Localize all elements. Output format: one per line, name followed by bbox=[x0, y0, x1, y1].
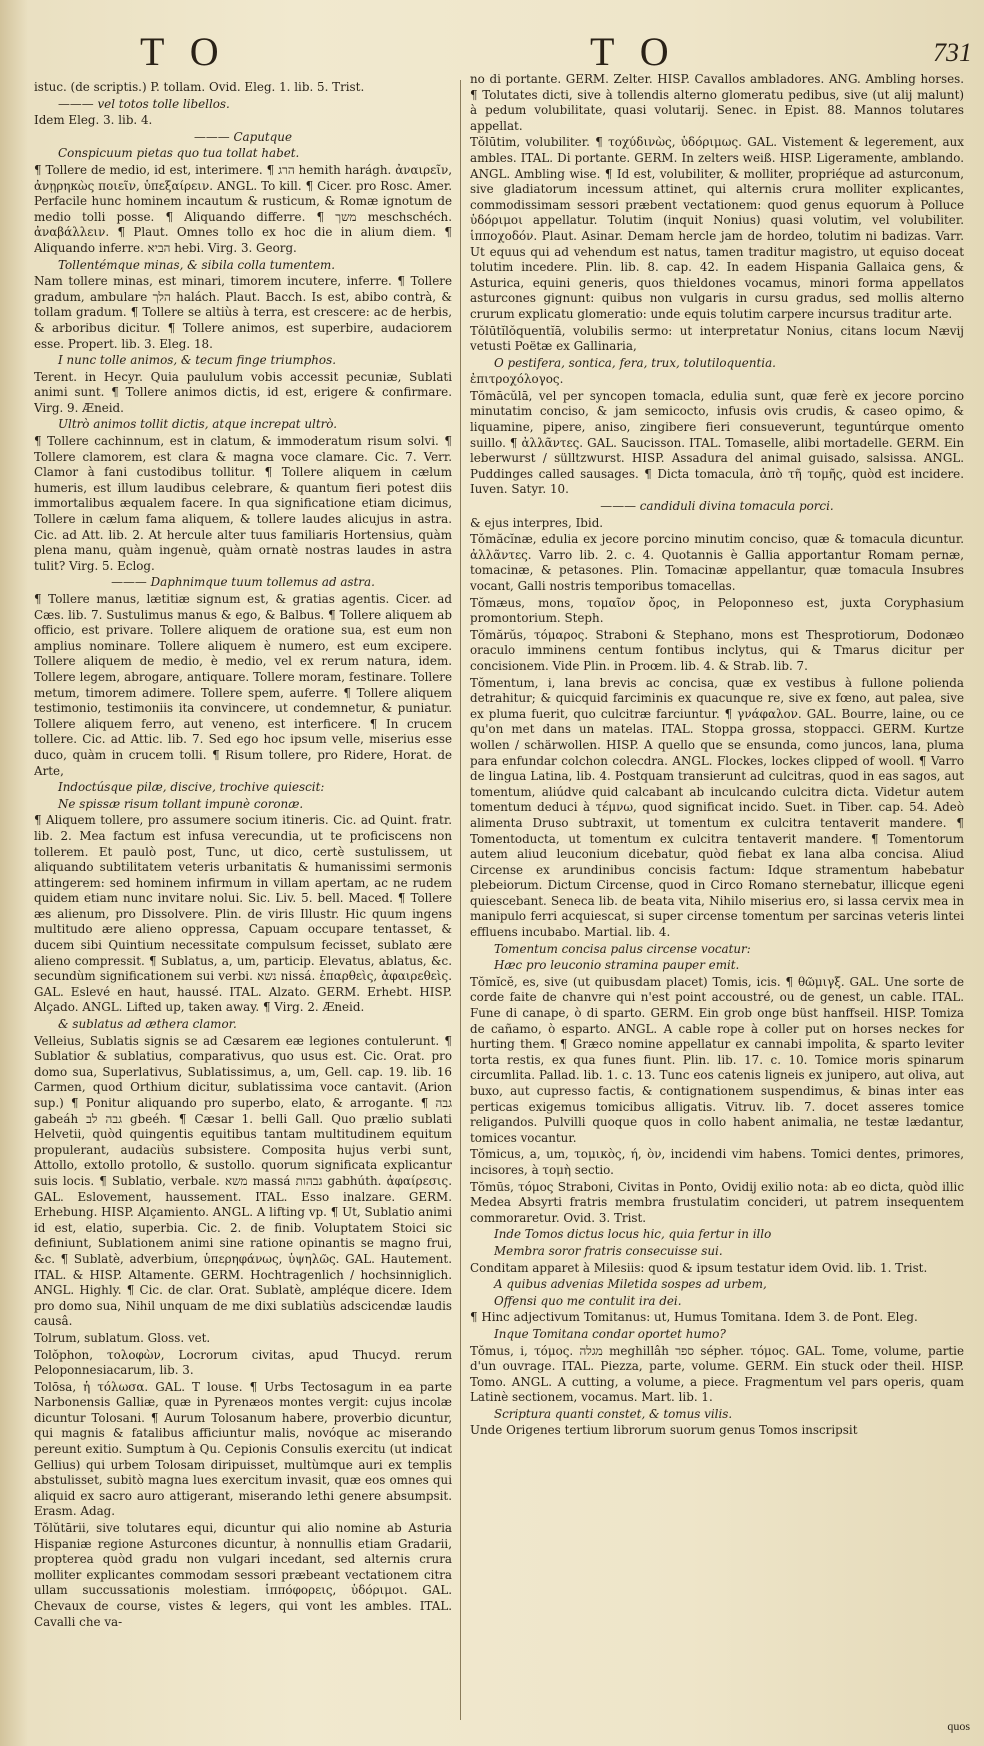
dictionary-entry: ¶ Aliquem tollere, pro assumere socium itineris. Cic. ad Quint. fratr. lib. 2. Mea factum est infusa verecundia, ut te proficiscens non tollerem. Et paulò post, Tunc, ut dico, certè sustulissem, ut aliquando subtilitatem veteris urbanitatis & humanissimi sermonis attingerem: sed hominem infirmum in villam apertam, ac ne rudem quidem etiam nunc invitare nolui. Sic. Liv. 5. bell. Maced. ¶ Tollere æs alienum, pro Dissolvere. Plin. de viris Illustr. Hic quum ingens multitudo ære alieno oppressa, Capuam occupare tentasset, & ducem sibi Quintium necessitate compulsum fecisset, sublato ære alieno compressit. ¶ Sublatus, a, um, particip. Elevatus, ablatus, &c. secundùm significationem sui verbi. נשא nissá. ἐπαρθεὶς, ἀφαιρεθεὶς. GAL. Eslevé en haut, haussé. ITAL. Alzato. GERM. Erhebt. HISP. Alçado. ANGL. Lifted up, taken away. ¶ Virg. 2. Æneid. bbox=[34, 813, 452, 1015]
verse-quotation: Tollentémque minas, & sibila colla tumentem. bbox=[58, 257, 336, 272]
verse-quotation: ——— candiduli divina tomacula porci. bbox=[600, 499, 834, 514]
dictionary-entry: ¶ Hinc adjectivum Tomitanus: ut, Humus Tomitana. Idem 3. de Pont. Eleg. bbox=[470, 1310, 918, 1325]
dictionary-entry: ¶ Tollere de medio, id est, interimere. ¶ הרג hemith harágh. ἀναιρεῖν, ἀνῃρηκὼς ποιεῖν, ὑπεξαίρειν. ANGL. To kill. ¶ Cicer. pro Rosc. Amer. Perfacile hunc hominem incautum & rusticum, & Romæ ignotum de medio tolli posse. ¶ Aliquando differre. ¶ משך meschschéch. ἀναβάλλειν. ¶ Plaut. Omnes tollo ex hoc die in alium diem. ¶ Aliquando inferre. הביא hebi. Virg. 3. Georg. bbox=[34, 162, 452, 255]
dictionary-entry: Conditam apparet à Milesiis: quod & ipsum testatur idem Ovid. lib. 1. Trist. bbox=[470, 1260, 928, 1275]
verse-quotation: Inque Tomitana condar oportet humo? bbox=[494, 1326, 726, 1341]
right-column bbox=[470, 72, 964, 1712]
dictionary-entry: no di portante. GERM. Zelter. HISP. Cavallos ambladores. ANG. Ambling horses. ¶ Tolutates dicti, sive à tollendis alterno glomeratu pedibus, sive (ut alij malunt) à pedum volubilitate, quasi volutarij. Senec. in Epist. 88. Mannos tolutares appellat. bbox=[470, 72, 964, 133]
column-divider bbox=[460, 80, 461, 1720]
dictionary-entry: Idem Eleg. 3. lib. 4. bbox=[34, 113, 153, 128]
dictionary-entry: Unde Origenes tertium librorum suorum genus Tomos inscripsit bbox=[470, 1423, 858, 1438]
dictionary-entry: ¶ Tollere cachinnum, est in clatum, & immoderatum risum solvi. ¶ Tollere clamorem, est clara & magna voce clamare. Cic. 7. Verr. Clamor à fani custodibus tollitur. ¶ Tollere aliquem in cælum humeris, est illum laudibus celebrare, & quantum fieri potest diis immortalibus æqualem facere. In qua significatione etiam dicimus, Tollere in cælum fama aliquem, & tollere laudes alicujus in astra. Cic. ad Att. lib. 2. At hercule alter tuus familiaris Hortensius, quàm plena manu, quàm ingenuè, quàm ornatè nostras laudes in astra tulit? Virg. 5. Eclog. bbox=[34, 434, 452, 573]
verse-quotation: Tomentum concisa palus circense vocatur: bbox=[494, 941, 751, 956]
dictionary-entry: Tolrum, sublatum. Gloss. vet. bbox=[34, 1330, 211, 1345]
dictionary-entry: Tŏlūtim, volubiliter. ¶ τοχύδινὼς, ὑδόριμως. GAL. Vistement & legerement, aux ambles. ITAL. Di portante. GERM. In zelters weiß. HISP. Ligeramente, amblando. ANGL. Ambling wise. ¶ Id est, volubiliter, & molliter, propriéque ad asturconum, sive gladiatorum incessum attinet, qui alternis crura molliter explicantes, commodissimam sessori præbent vectationem: quod genus equorum à Polluce ὑδόριμοι appellatur. Tolutim (inquit Nonius) quasi volutim, vel volubiliter. ἱπποχοδόν. Plaut. Asinar. Demam hercle jam de hordeo, tolutim ni badizas. Varr. Ut equus qui ad vehendum est natus, tamen traditur magistro, ut equiso doceat tolutim incedere. Plin. lib. 8. cap. 42. In eadem Hispania Gallaica gens, & Asturica, equini generis, quos thieldones vocamus, minori forma appellatos asturcones gignunt: quibus non vulgaris in cursu gradus, sed mollis alterno crurum explicatu glomeratio: unde equis tolutim carpere incursus traditur arte. bbox=[470, 135, 964, 321]
dictionary-entry: Tŏmæus, mons, τομαῖον ὄρος, in Peloponneso est, juxta Coryphasium promontorium. Steph. bbox=[470, 595, 964, 626]
catchword: quos bbox=[947, 1719, 970, 1733]
dictionary-entry: Tŏlūtĭlŏquentĭā, volubilis sermo: ut interpretatur Nonius, citans locum Nævij vetusti Poëtæ ex Gallinaria, bbox=[470, 323, 964, 354]
dictionary-entry: Tolŏphon, τολοφὼν, Locrorum civitas, apud Thucyd. rerum Peloponnesiacarum, lib. 3. bbox=[34, 1347, 452, 1378]
dictionary-entry: Tŏmicus, a, um, τομικὸς, ή, ὸν, incidendi vim habens. Tomici dentes, primores, incisores, à τομὴ sectio. bbox=[470, 1147, 964, 1177]
verse-quotation: Ne spissæ risum tollant impunè coronæ. bbox=[58, 796, 304, 811]
verse-quotation: Offensi quo me contulit ira dei. bbox=[494, 1293, 682, 1308]
left-column bbox=[34, 80, 452, 1700]
verse-quotation: Scriptura quanti constet, & tomus vilis. bbox=[494, 1406, 733, 1421]
dictionary-entry: Tŏmăcĭnæ, edulia ex jecore porcino minutim conciso, quæ & tomacula dicuntur. ἀλλᾶντες. Varro lib. 2. c. 4. Quotannis è Gallia apportantur Romam pernæ, tomacinæ, & petasones. Plin. Tomacinæ appellantur, quæ tomacula Insubres vocant, Galli nostris temporibus tomacellas. bbox=[470, 532, 964, 593]
dictionary-entry: ¶ Tollere manus, lætitiæ signum est, & gratias agentis. Cicer. ad Cæs. lib. 7. Sustulimus manus & ego, & Balbus. ¶ Tollere aliquem ab officio, est privare. Tollere aliquem de oratione sua, est eum non amplius nominare. Tollere aliquem è numero, est eum excipere. Tollere aliquem de medio, è medio, vel ex rerum natura, idem. Tollere legem, abrogare, antiquare. Tollere moram, festinare. Tollere metum, timorem adimere. Tollere spem, auferre. ¶ Tollere aliquem testimonio, testimoniis ita convincere, ut condemnetur, & puniatur. Tollere aliquem ferro, aut veneno, est interficere. ¶ In crucem tollere. Cic. ad Attic. lib. 7. Sed ego hoc ipsum velle, miserius esse duco, quàm in crucem tolli. ¶ Risum tollere, pro Ridere, Horat. de Arte, bbox=[34, 592, 452, 778]
verse-quotation: ——— Daphnimque tuum tollemus ad astra. bbox=[111, 575, 375, 590]
header-left-title: TO bbox=[140, 29, 245, 74]
verse-quotation: O pestifera, sontica, fera, trux, tolutiloquentia. bbox=[494, 355, 776, 370]
dictionary-entry: Tŏlŭtārii, sive tolutares equi, dicuntur qui alio nomine ab Asturia Hispaniæ regione Asturcones dicuntur, à nonnullis etiam Gradarii, propterea quòd gradu non vulgari incedant, sed alternis crura molliter explicantes commodam sessori præbeant vectationem citra ullam succussationis molestiam. ἱππόφορεις, ὑδόριμοι. GAL. Chevaux de course, vistes & legers, qui vont les ambles. ITAL. Cavalli che va- bbox=[34, 1521, 452, 1629]
dictionary-entry: Nam tollere minas, est minari, timorem incutere, inferre. ¶ Tollere gradum, ambulare הלך halách. Plaut. Bacch. Is est, abibo contrà, & tollam gradum. ¶ Tollere se altiùs à terra, est crescere: ac de herbis, & arboribus dicitur. ¶ Tollere animos, est superbire, audaciorem esse. Propert. lib. 3. Eleg. 18. bbox=[34, 274, 452, 351]
dictionary-entry: ἐπιτροχόλογος. bbox=[470, 372, 564, 387]
verse-quotation: A quibus advenias Miletida sospes ad urbem, bbox=[494, 1277, 767, 1292]
dictionary-entry: Tŏmĭcĕ, es, sive (ut quibusdam placet) Tomis, icis. ¶ θῶμιγξ. GAL. Une sorte de corde faite de chanvre qui n'est point accoustré, ou de genest, un cable. ITAL. Fune di canape, ò di sparto. GERM. Ein grob onge büst hanffseil. HISP. Tomiza de cañamo, ò esparto. ANGL. A cable rope à coller put on horses neckes for hurting them. ¶ Græco nomine appellatur ex cannabi impolita, & sparto leviter torta restis, ex qua funes fiunt. Plin. lib. 17. c. 10. Tomice moris spinarum circumlita. Pallad. lib. 1. c. 13. Tunc eos catenis ligneis ex junipero, aut oliva, aut buxo, aut cupresso factis, & contignationem suspendimus, & binas inter eas perticas exigemus tomicibus alligatis. Vitruv. lib. 7. docet asseres tomice religandos. Pulvilli quoque quos in collo habent animalia, ne testæ lædantur, tomices vocantur. bbox=[470, 974, 964, 1145]
dictionary-entry: Tŏmācŭlā, vel per syncopen tomacla, edulia sunt, quæ ferè ex jecore porcino minutatim conciso, & jam semicocto, infusis ovis crudis, & caseo opimo, & liquamine, pipere, aniso, zingibere fieri consueverunt, teguntúrque omento suillo. ¶ ἀλλᾶντες. GAL. Saucisson. ITAL. Tomaselle, alibi mortadelle. GERM. Ein leberwurst / sülltzwurst. HISP. Assadura del animal guisado, salsissa. ANGL. Puddinges called sausages. ¶ Dicta tomacula, ἀπὸ τῆ τομῆς, quòd est incidere. Iuven. Satyr. 10. bbox=[470, 388, 964, 497]
page-number: 731 bbox=[933, 38, 972, 67]
verse-quotation: ——— Caputque bbox=[194, 129, 292, 144]
verse-quotation: I nunc tolle animos, & tecum finge triumphos. bbox=[58, 353, 336, 368]
verse-quotation: ——— vel totos tolle libellos. bbox=[58, 96, 230, 111]
verse-quotation: Indoctúsque pilæ, discive, trochive quiescit: bbox=[58, 780, 325, 795]
dictionary-entry: Terent. in Hecyr. Quia paululum vobis accessit pecuniæ, Sublati animi sunt. ¶ Tollere animos dictis, id est, erigere & confirmare. Virg. 9. Æneid. bbox=[34, 369, 452, 415]
dictionary-entry: Tolōsa, ἡ τόλωσα. GAL. T louse. ¶ Urbs Tectosagum in ea parte Narbonensis Galliæ, quæ in Pyrenæos montes vergit: cujus incolæ dicuntur Tolosani. ¶ Aurum Tolosanum habere, proverbio dicuntur, qui magnis & fatalibus afficiuntur malis, novóque ac miserando pereunt exitio. Sumptum à Qu. Cepionis Consulis exercitu (ut indicat Gellius) qui urbem Tolosam diripuisset, multùmque auri ex templis abstulisset, subitò magna lues exercitum invasit, quæ eos omnes qui aliquid ex sacro auro attigerant, miserando lethi genere absumpsit. Erasm. Adag. bbox=[34, 1379, 452, 1519]
dictionary-entry: Velleius, Sublatis signis se ad Cæsarem eæ legiones contulerunt. ¶ Sublatior & sublatius, comparativus, quo usus est. Cic. Orat. pro domo sua, Superlativus, Sublatissimus, a, um, Gell. cap. 19. lib. 16 Carmen, quod Orthium dicitur, sublatissima voce cantavit. (Arion sup.) ¶ Ponitur aliquando pro superbo, elato, & arrogante. ¶ גבה gabeáh גבה לב gbeéh. ¶ Cæsar 1. belli Gall. Quo prælio sublati Helvetii, quòd quingentis equitibus tantam multitudinem equitum propulerant, audaciùs subsistere. Composita hujus verbi sunt, Attollo, extollo protollo, & sustollo. quorum significata explicantur suis locis. ¶ Sublatio, verbale. משא massá גבהות gabhúth. ἀφαίρεσις. GAL. Eslovement, haussement. ITAL. Esso inalzare. GERM. Erhebung. HISP. Alçamiento. ANGL. A lifting vp. ¶ Ut, Sublatio animi id est, elatio, superbia. Cic. 2. de finib. Voluptatem Stoici sic definiunt, Sublationem animi sine ratione opinantis se magno frui, &c. ¶ Sublatè, adverbium, ὑπερηφάνως, ὑψηλῶς. GAL. Hautement. ITAL. & HISP. Altamente. GERM. Hochtragenlich / hochsinniglich. ANGL. Highly. ¶ Cic. de clar. Orat. Sublatè, ampléque dicere. Idem pro domo sua, Nihil unquam de me dixi sublatiùs adscicendæ laudis causâ. bbox=[34, 1033, 452, 1329]
verse-quotation: Conspicuum pietas quo tua tollat habet. bbox=[58, 146, 300, 161]
verse-quotation: Inde Tomos dictus locus hic, quia fertur in illo bbox=[494, 1227, 772, 1242]
verse-quotation: Ultrò animos tollit dictis, atque increpat ultrò. bbox=[58, 417, 338, 432]
verse-quotation: Membra soror fratris consecuisse sui. bbox=[494, 1243, 723, 1258]
verse-quotation: & sublatus ad æthera clamor. bbox=[58, 1017, 237, 1032]
page-edge-shadow bbox=[0, 0, 28, 1746]
dictionary-entry: Tŏmentum, i, lana brevis ac concisa, quæ ex vestibus à fullone polienda detrahitur; & quicquid farciminis ex quacunque re, sive ex fœno, aut palea, sive ex pluma fuerit, quo culcitræ farciuntur. ¶ γνάφαλον. GAL. Bourre, laine, ou ce qu'on met dans un matelas. ITAL. Stoppa grossa, stoppacci. GERM. Kurtze wollen / schärwollen. HISP. A quello que se ensunda, como juncos, lana, pluma para enfundar colchon colecdra. ANGL. Flockes, lockes clipped of wooll. ¶ Varro de lingua Latina, lib. 4. Postquam transierunt ad culcitras, quod in eas sagos, aut tomentum, aliúdve quid calcabant ab inculcando culcitra dicta. Videtur autem tomentum deduci à τέμνω, quod significat incido. Suet. in Tiber. cap. 54. Adeò alimenta Druso subtraxit, ut tomentum ex culcitra tentaverit mandere. ¶ Tomentoducta, ut tomentum ex culcitra tentaverit mandere. ¶ Tomentorum autem aliud leuconium dicebatur, quòd fiebat ex lana alba concisa. Aliud Circense ex arundinibus concisis factum: Idque stramentum habebatur plebeiorum. Dictum Circense, quod in Circo Romano sternebatur, illicque egeni quiescebant. Seneca lib. de beata vita, Nihilo miserius ero, si lassa cervix mea in manipulo ferri acquiescat, si super circense tomentum per sarcinas veteris lintei effluens incubabo. Martial. lib. 4. bbox=[470, 675, 964, 940]
dictionary-entry: Tŏmūs, τόμος Straboni, Civitas in Ponto, Ovidij exilio nota: ab eo dicta, quòd illic Medea Absyrti fratris membra frustulatim concideri, ut patrem insequentem commoraretur. Ovid. 3. Trist. bbox=[470, 1179, 964, 1225]
dictionary-entry: Tŏmărŭs, τόμαρος. Straboni & Stephano, mons est Thesprotiorum, Dodonæo oraculo imminens centum fontibus inclytus, qui & Tmarus dicitur per concisionem. Vide Plin. in Proœm. lib. 4. & Strab. lib. 7. bbox=[470, 627, 964, 673]
verse-quotation: Hæc pro leuconio stramina pauper emit. bbox=[494, 958, 740, 973]
header-right-title: TO bbox=[590, 29, 695, 74]
dictionary-entry: istuc. (de scriptis.) P. tollam. Ovid. Eleg. 1. lib. 5. Trist. bbox=[34, 80, 365, 94]
running-header bbox=[0, 28, 984, 76]
dictionary-entry: Tŏmus, i, τόμος. מגלה meghillâh ספר sépher. τόμος. GAL. Tome, volume, partie d'un ouvrage. ITAL. Piezza, parte, volume. GERM. Ein stuck oder theil. HISP. Tomo. ANGL. A cutting, a volume, a piece. Fragmentum vel pars operis, quam Latinè sectionem, vocamus. Mart. lib. 1. bbox=[470, 1343, 964, 1405]
dictionary-entry: & ejus interpres, Ibid. bbox=[470, 515, 604, 530]
